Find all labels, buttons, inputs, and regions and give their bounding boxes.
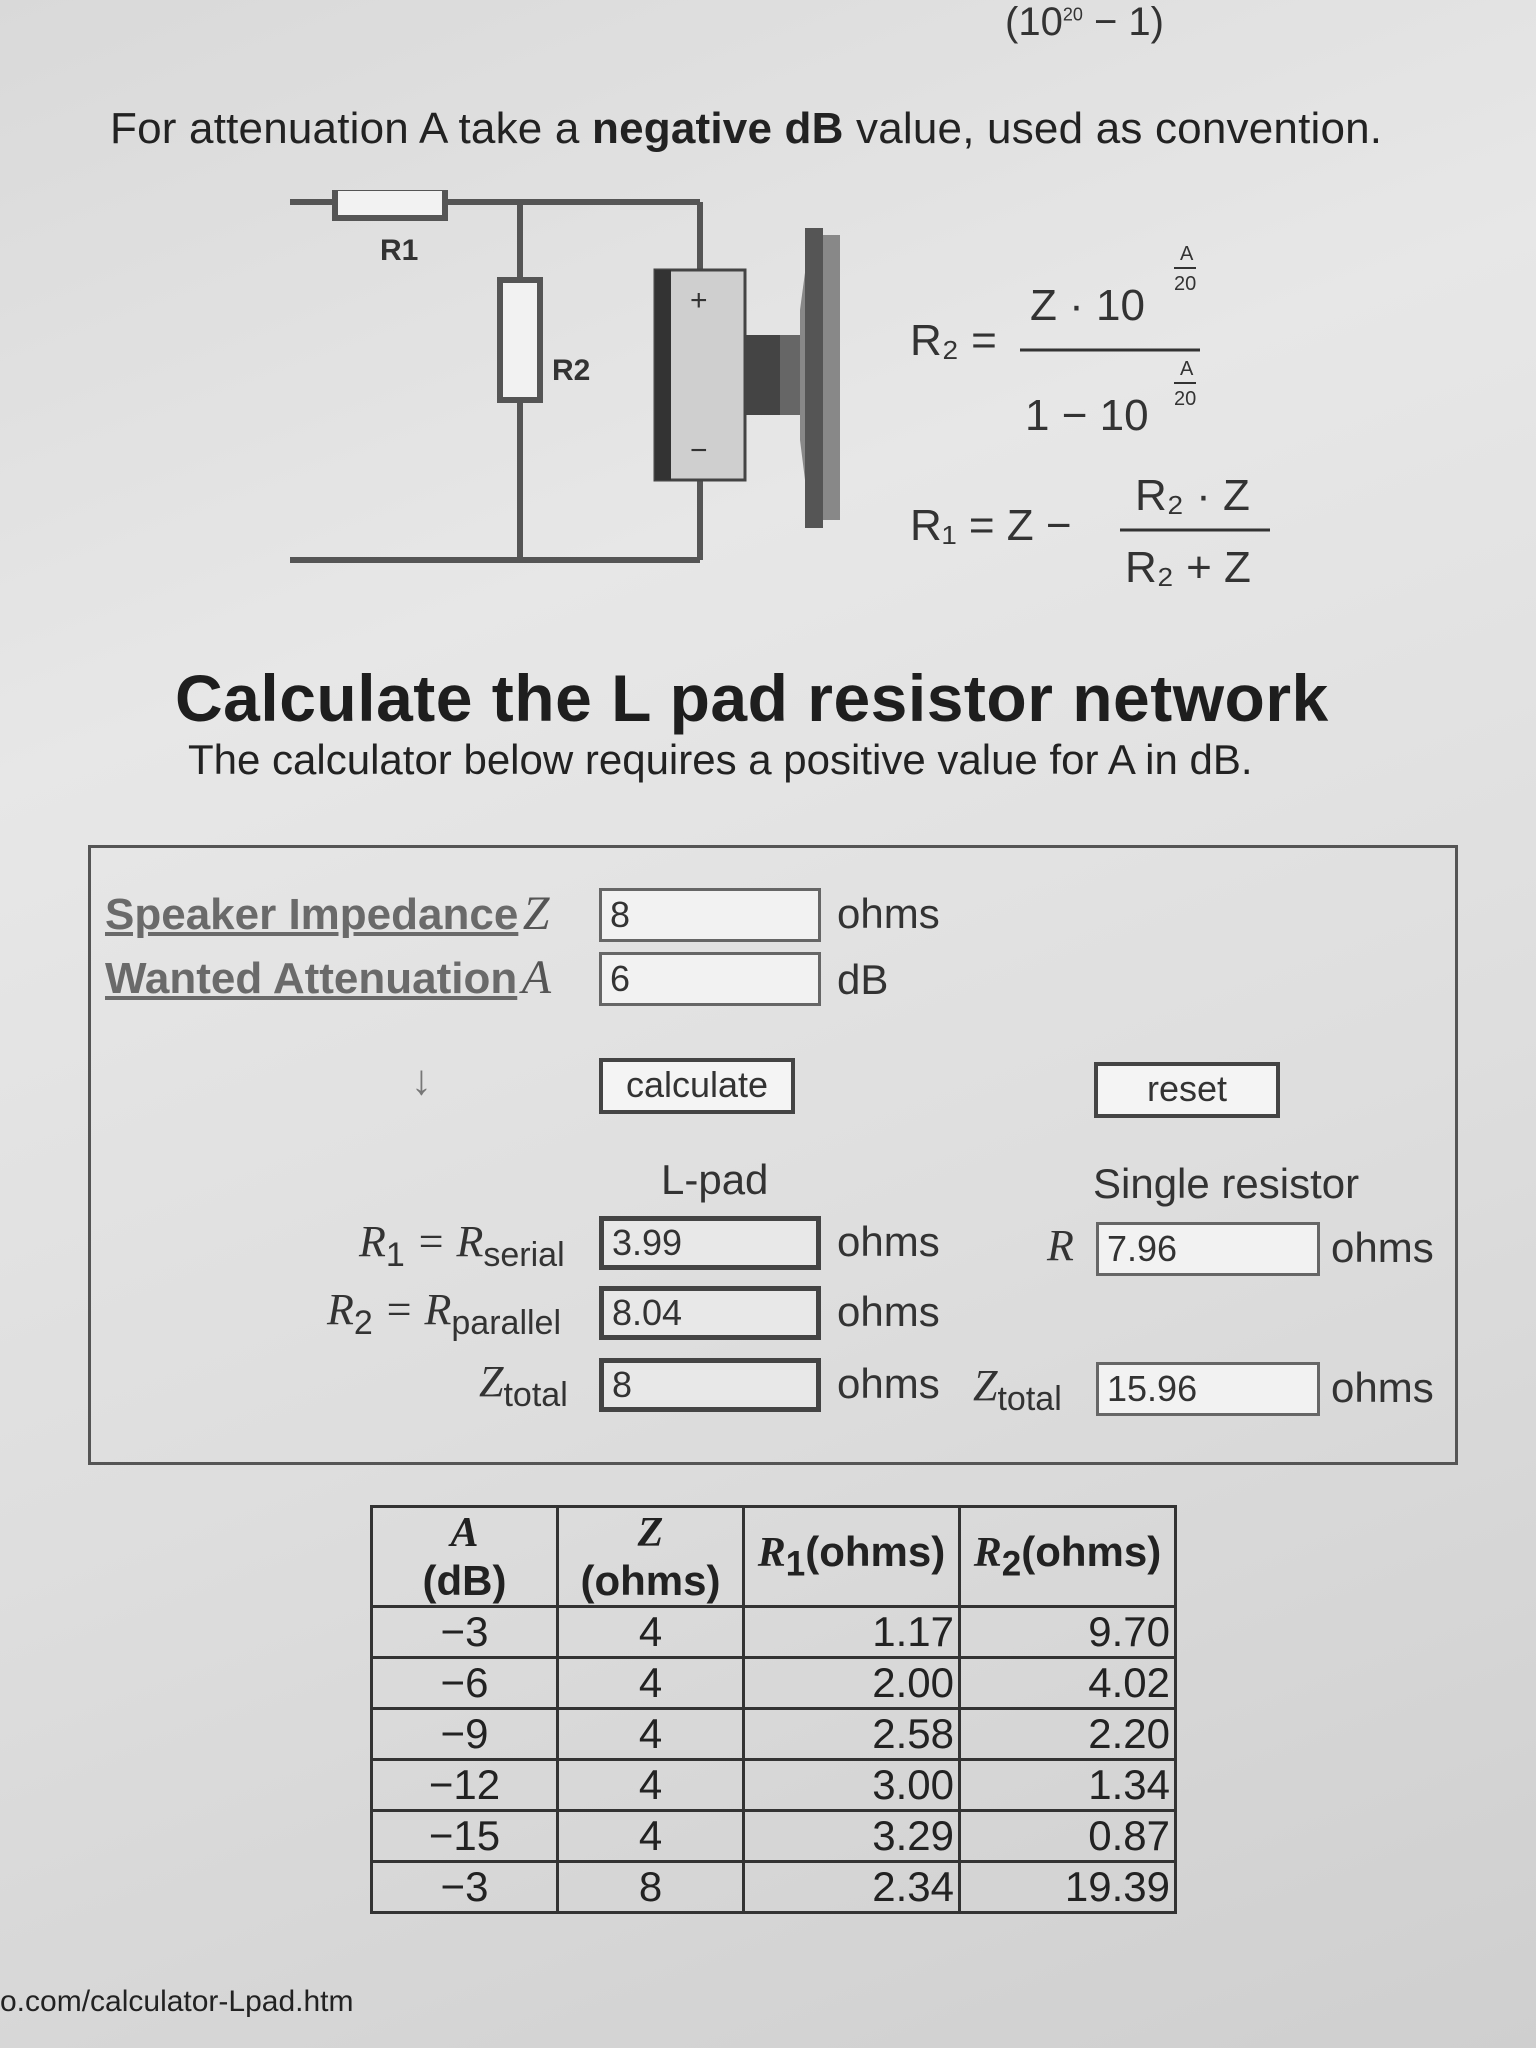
r1-label: R1 [380,234,419,267]
col-a-header: A (dB) [372,1507,558,1607]
single-r-output[interactable] [1096,1222,1320,1276]
table-header-row [372,1507,1176,1607]
table-row: −3 4 1.17 9.70 [372,1607,1176,1658]
col-r1-header: $R_1(ohms)$ [744,1507,960,1607]
table-row: −12 4 3.00 1.34 [372,1760,1176,1811]
r2-resistor [500,280,540,400]
r2-den-exp-bottom: 20 [1174,388,1197,410]
impedance-input[interactable] [599,888,821,942]
r1-formula-denominator: R₂ + Z [1125,543,1251,592]
lpad-header: L-pad [661,1156,769,1203]
impedance-var: Z [522,887,550,940]
r2-unit: ohms [837,1288,940,1335]
attenuation-label-row [105,950,551,1005]
impedance-unit: ohms [837,890,940,937]
r2-num-exp-top: A [1180,243,1194,265]
speaker-icon [655,228,840,528]
table-row: −15 4 3.29 0.87 [372,1811,1176,1862]
r1-output[interactable] [599,1216,821,1270]
table-row: −3 8 2.34 19.39 [372,1862,1176,1913]
r1-unit: ohms [837,1218,940,1265]
attenuation-unit: dB [837,956,889,1003]
lpad-formulas [900,220,1350,620]
single-ztotal-label: $Z_{total}$ [973,1361,1062,1418]
wanted-attenuation-link[interactable]: Wanted Attenuation [105,954,518,1003]
col-r2-header: $R_2(ohms)$ [960,1507,1176,1607]
top-formula-fragment: $(10^{20} - 1)$ [1005,0,1164,44]
speaker-impedance-link[interactable]: Speaker Impedance [105,890,519,939]
r2-formula-lhs: R₂ = [910,316,997,365]
r2-formula-denominator: 1 − 10 [1025,391,1149,440]
footer-url: o.com/calculator-Lpad.htm [0,1985,354,2018]
page-title: Calculate the L pad resistor network [175,661,1329,735]
r2-den-exp-top: A [1180,358,1194,380]
r2-num-exp-bottom: 20 [1174,273,1197,295]
reset-button[interactable]: reset [1094,1062,1280,1118]
minus-terminal: − [690,434,708,467]
intro-bold: negative dB [592,104,844,153]
single-r-label: R [1047,1221,1074,1270]
r1-resistor [335,190,445,218]
ztotal-label: $Z_{total}$ [479,1357,568,1414]
intro-before: For attenuation A take a [110,104,592,153]
down-arrow-icon: ↓ [411,1056,432,1103]
single-resistor-header: Single resistor [1093,1160,1360,1207]
single-ztotal-output[interactable] [1096,1362,1320,1416]
attenuation-input[interactable] [599,952,821,1006]
calculate-button[interactable]: calculate [599,1058,795,1114]
single-r-unit: ohms [1331,1224,1434,1271]
ztotal-output[interactable] [599,1358,821,1412]
r1-formula-lhs: R₁ = Z − [910,501,1072,550]
single-ztotal-unit: ohms [1331,1364,1434,1411]
attenuation-var: A [521,951,552,1004]
impedance-label-row [105,886,549,941]
intro-text [110,104,1382,154]
r2-formula-numerator: Z · 10 [1030,281,1145,330]
ztotal-unit: ohms [837,1360,940,1407]
subheading: The calculator below requires a positive value for A in dB. [188,736,1253,783]
intro-after: value, used as convention. [843,104,1383,153]
plus-terminal: + [690,284,708,317]
table-row: −6 4 2.00 4.02 [372,1658,1176,1709]
r2-label: R2 [552,354,591,387]
r1-formula-numerator: R₂ · Z [1135,471,1250,520]
r2-parallel-label: $R_2 = R_{parallel}$ [327,1285,562,1342]
col-z-header: Z (ohms) [558,1507,744,1607]
lpad-reference-table [370,1505,1177,1914]
r1-serial-label: $R_1 = R_{serial}$ [359,1217,565,1274]
calculator-panel [88,845,1458,1465]
r2-output[interactable] [599,1286,821,1340]
lpad-circuit-diagram [280,190,840,580]
table-row: −9 4 2.58 2.20 [372,1709,1176,1760]
